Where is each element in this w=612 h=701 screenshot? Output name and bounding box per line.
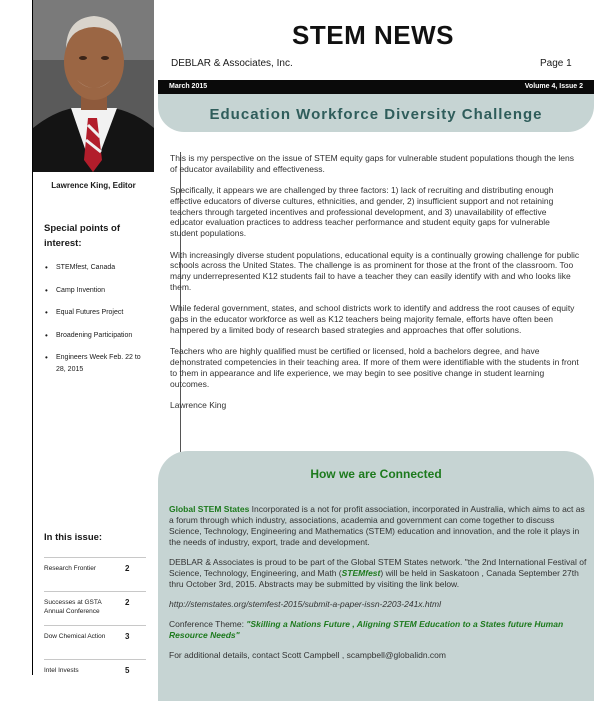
article-signature: Lawrence King xyxy=(170,399,227,410)
editor-caption: Lawrence King, Editor xyxy=(51,181,136,190)
connected-body xyxy=(169,504,587,670)
issue-bar xyxy=(158,80,594,94)
list-item: • Camp Invention xyxy=(44,285,149,297)
toc-page: 2 xyxy=(125,598,130,607)
list-item: • Equal Futures Project xyxy=(44,307,149,319)
article-paragraph: With increasingly diverse student populations, educational equity is a continually growing challenge for public schools across the United States. The challenge is as prominent for those at the front of the classroom. Too many underrepresented K12 students fail to have a teacher they can easily identify with and who looks like them. xyxy=(170,249,580,292)
article-paragraph: Specifically, it appears we are challenged by three factors: 1) lack of recruiting and distributing enough effective educators of diverse cultures, ethnicities, and gender, 2) insufficient support and not retaining teachers through targeted incentives and professional development, and 3) unavailability of effective educator evaluation practices to address teacher performance and student equity gaps for vulnerable student populations. xyxy=(170,185,554,239)
toc-title: Dow Chemical Action xyxy=(44,633,106,640)
toc-title: Intel Invests xyxy=(44,667,79,674)
connected-text: ) will be held in Saskatoon , Canada September 27th thru October 3rd, 2015. Abstracts may be submitted by visiting the link below. xyxy=(169,568,579,589)
article-title-panel xyxy=(158,94,594,132)
issue-volume: Volume 4, Issue 2 xyxy=(524,83,583,90)
contact-line: For additional details, contact Scott Campbell , scampbell@globalidn.com xyxy=(169,650,446,660)
toc-heading: In this issue: xyxy=(44,532,103,543)
points-heading-line2: interest: xyxy=(44,238,82,249)
points-list xyxy=(44,262,149,387)
editor-photo xyxy=(33,0,154,172)
points-heading xyxy=(44,221,120,251)
connected-title: How we are Connected xyxy=(310,467,442,481)
connected-paragraph xyxy=(169,557,587,590)
list-item: • Broadening Participation xyxy=(44,330,149,342)
page-number: Page 1 xyxy=(540,58,572,69)
toc-row[interactable] xyxy=(44,557,146,591)
points-heading-line1: Special points of xyxy=(44,223,121,234)
toc-row[interactable] xyxy=(44,591,146,625)
toc-row[interactable] xyxy=(44,659,146,693)
connected-text: DEBLAR & Associates is proud to be part of the Global STEM States network. "the 2nd International Festival of Science, Technology, Engineering, and Math ( xyxy=(169,557,587,578)
submission-link[interactable]: http://stemstates.org/stemfest-2015/submit-a-paper-issn-2203-241x.html xyxy=(169,599,441,609)
toc-row[interactable] xyxy=(44,625,146,659)
article-paragraph: This is my perspective on the issue of STEM equity gaps for vulnerable student populations though the lens of educator availability and effectiveness. xyxy=(170,153,574,174)
theme-text: "Skilling a Nations Future , Aligning STEM Education to a States future Human Resource Needs" xyxy=(169,619,564,640)
article-body xyxy=(170,153,580,421)
connected-panel xyxy=(158,451,594,701)
table-of-contents xyxy=(44,557,146,693)
list-item: • STEMfest, Canada xyxy=(44,262,149,274)
connected-text: Incorporated is a not for profit association, incorporated in Australia, which aims to act as a forum through which industry, associations, academia and government can come together to discuss Science, Technology, Engineering and Mathematics (STEM) education and innovation, and the role it plays in the needs of industry, export, trade and development. xyxy=(169,504,585,547)
toc-title: Successes at GSTA Annual Conference xyxy=(44,599,102,615)
theme-label: Conference Theme: xyxy=(169,619,247,629)
article-paragraph: While federal government, states, and school districts work to identify and address the root causes of equity gaps in the educator workforce as well as K12 teachers being majority female, efforts have often been hampered by a limited body of research based strategies and approaches that offer solutions. xyxy=(170,303,575,335)
article-title: Education Workforce Diversity Challenge xyxy=(209,106,543,123)
masthead-title: STEM NEWS xyxy=(292,20,454,50)
org-name-link[interactable]: Global STEM States xyxy=(169,504,250,514)
toc-title: Research Frontier xyxy=(44,565,97,572)
connected-paragraph xyxy=(169,504,587,548)
list-item: • Engineers Week Feb. 22 to 28, 2015 xyxy=(44,352,149,376)
company-name: DEBLAR & Associates, Inc. xyxy=(171,58,293,69)
issue-date: March 2015 xyxy=(169,83,208,90)
stemfest-highlight: STEMfest xyxy=(341,568,381,578)
toc-page: 5 xyxy=(125,666,130,675)
conference-theme xyxy=(169,619,587,641)
article-paragraph: Teachers who are highly qualified must be certified or licensed, hold a bachelors degree, and have demonstrated competencies in their teaching area. If more of them were identifiable with the students in front to them in appearance and life experience, we may begin to see positive change in student learning outcomes. xyxy=(170,346,579,389)
toc-page: 2 xyxy=(125,564,130,573)
toc-page: 3 xyxy=(125,632,130,641)
